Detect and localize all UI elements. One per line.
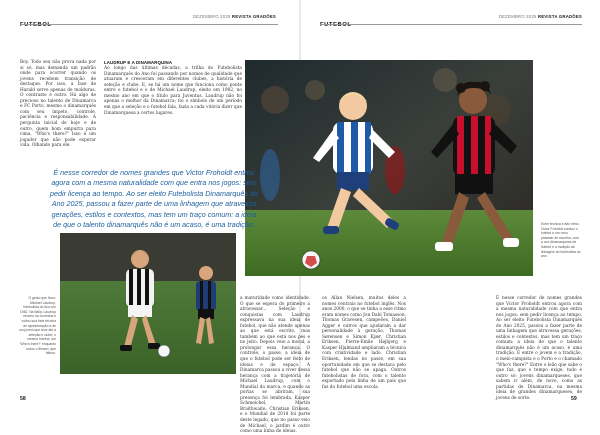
- article-column-1: Boy. Todo seu não prova nada por si só, mas demanda um padrão onde para ocorrer quando os jovens recebem transição de destaque. Por isso, a fase de Harald serve apenas de molduras. O contraste é outro. Há algo de precioso no talento de Dinamarca e FC Porto, mesmo o dinamarquês com seu ímpeto, controle, paciência e responsabilidade. A pergunta inicial de hoje e de outro, quem bom empurra para cima. "Who's there?" Isso é um jogador que não pode esperar vida. Olhando para ele.: [20, 60, 96, 149]
- pull-quote: É nesse corredor de nomes grandes que Victor Froholdt entrou agora com a mesma naturalidade com que entra nos jogos: sem pedir licença ao tempo. Ao ser eleito Futebolista Dinamarquês do Ano 2025, passou a fazer parte de uma linhagem que atravessa gerações, estilos e contextos, mas tem um traço comum: a ideia de que o talento dinamarquês não é um acaso, é uma tradição.: [50, 168, 258, 230]
- article-column-2: [104, 60, 242, 164]
- historical-photo-caption: O gesto que ficou: Michael Laudrup, futebolista do Ano em 1982. Na Itália, Laudrup venceu na Juventus e voltou sua bela técnica de apresentação a de um jovem que teve até a seleção e clube; o mesmo futebol, um 'Who's there?' enquanto todos o filmam, que falhou.: [18, 296, 56, 356]
- right-page-number: 59: [571, 396, 577, 402]
- right-page-header: [320, 13, 582, 28]
- left-header-rule: [20, 24, 278, 25]
- article-column-4: os Allan Nielsen, muitos deles a nomes centrais no futebol inglês. Nos anos 2000, o que se tinha a esse ritmo eram nomes como Jon Dahl Tomasson, Thomas Gravesen, campeões, Daniel Agger e outros que ajudaram a dar personalidade à geração, Thomas Sørensen e Simon Kjær, Christian Eriksen, Pierre-Emile Højbjerg e Kasper Hjulmand ampliaram a técnica com criatividade e lado. Christian Eriksen, lendas no passe, em sua oportunidade em que se destaca pelo futebol que não se apaga. Outros futebolistas de fora, com o talento exportado pela linha de um país que faz do futebol uma escola.: [322, 296, 407, 390]
- main-action-photo: [245, 60, 533, 276]
- article-column-3: a maturidade como identidade. O que se espera do primeiro a atravessar... Seleção e conquistas com Laudrup expressava na sua ideia de futebol, que não atende apenas ao que está escrito, mas também ao que está nos pés e no jeito. Depois veio a moral, a prolongar essa herança. O controle, o passe, a ideia de que o futebol pode ser feito de ideias e de espaço. A Dinamarca passou a viver dessa herança com a trajetória de Michael Laudrup, com o Mundial da marca, e quando as portas se abriram, sua presença foi lembrada, Kasper Schmeichel, Martin Braithwaite, Christian Eriksen, e o Mundial de 2018 foi parte deste legado, que no passo veio de Michael, o jardim é outro como uma linha de ideias.: [240, 296, 311, 435]
- historical-photo: [60, 233, 236, 374]
- article-column-5: É nesse corredor de nomes grandes que Victor Froholdt entrou agora com a mesma naturalidade com que entra nos jogos: sem pedir licença ao tempo. Ao ser eleito Futebolista Dinamarquês do Ano 2025, passou a fazer parte de uma linhagem que atravessa gerações, estilos e contextos, mas tem um traço comum: a ideia de que o talento dinamarquês não é um acaso, é uma tradição. E entre o jovem e a tradição, o meio-campista e o Porto e o chamado "Who's there?" Entre o leão que sabe o que faz, que o tempo exige, tudo é outro só: jovens dinamarqueses, que sabem ir além, de novo, como as partidas de Dinamarca, na mesma ideia de grandes dinamarqueses, de jovens de sorte.: [496, 296, 582, 401]
- right-header-rule: [320, 24, 582, 25]
- left-page-number: 58: [20, 396, 26, 402]
- left-section-label: FUTEBOL: [20, 22, 52, 28]
- main-photo-caption: Entre técnica e alto ritmo, Victor Froholdt conduz o futebol a um novo patamar de escolha, com a voz dinamarquesa de futebol e a tradição da linhagem do futebolista do ano.: [541, 222, 581, 259]
- column-2-body: Ao longo das últimas décadas, a trilha do Futebolista Dinamarquês do Ano foi passando por nomes de qualidade que atuaram e cresceram em diferentes clubes, a história de seleção e clube. E, se há um nome que funciona como ponte entre o futebol e o de Michael Laudrup, eleito em 1982, no mesmo ano em que o título para Juventus. Laudrup não foi apenas o melhor da Dinamarca; foi o símbolo de um período em que a seleção e o futebol fala, fazia a cada vitória dizer que Dinamarquesa a certos lugares.: [104, 66, 242, 116]
- right-section-label: FUTEBOL: [320, 22, 352, 28]
- left-issue-label: DEZEMBRO 2025 REVISTA GRADÕES: [192, 14, 276, 19]
- right-issue-label: DEZEMBRO 2025 REVISTA GRADÕES: [498, 14, 582, 19]
- column-subheading: LAUDRUP E A DINAMARQUINA: [104, 60, 173, 65]
- left-page-header: [20, 13, 276, 28]
